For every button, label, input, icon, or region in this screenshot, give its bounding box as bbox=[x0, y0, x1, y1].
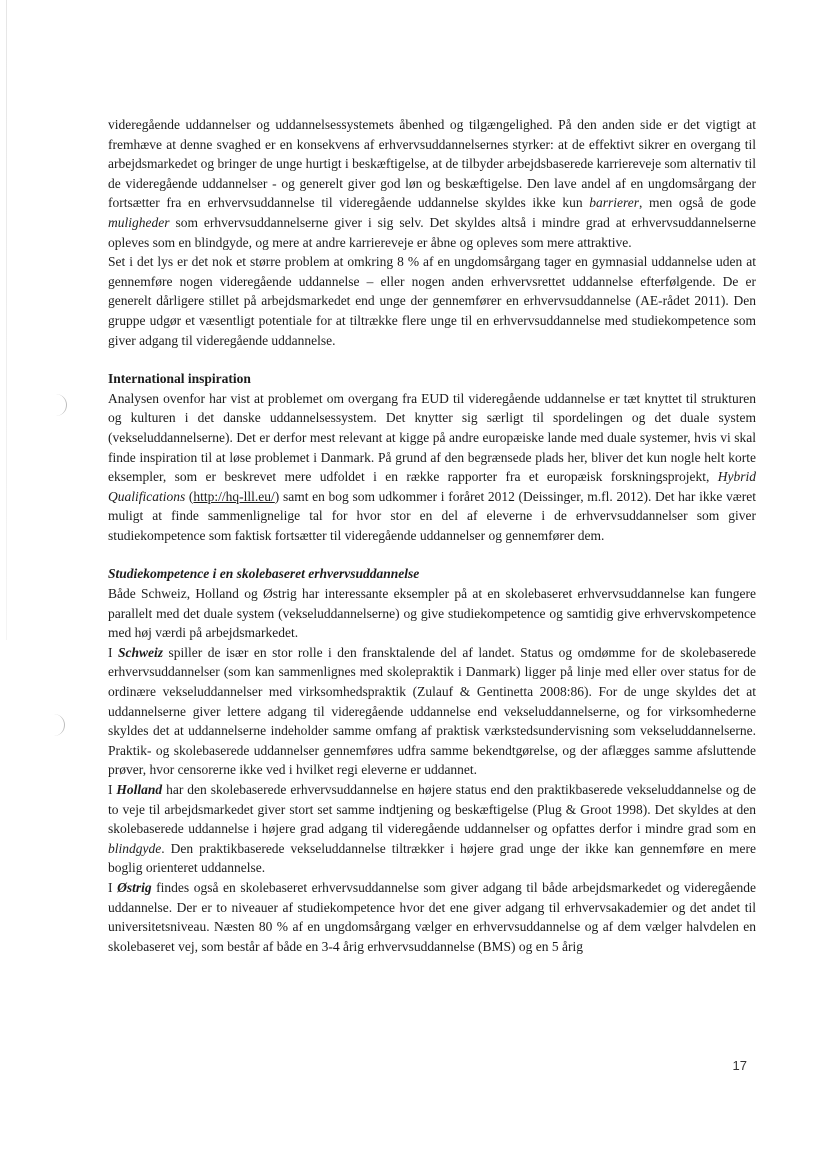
text-run: som erhvervsuddannelserne giver i sig selv. Det skyldes altså i mindre grad at erhvervsuddannelserne opleves som en blindgyde, og mere at andre karriereveje er åbne og opleves som mere attraktive. bbox=[108, 214, 756, 250]
text-run: har den skolebaserede erhvervsuddannelse en højere status end den praktikbaserede vekseluddannelse og de to veje til arbejdsmarkedet giver stort set samme indtjening og beskæftigelse (Plug & Groot 1998). Det skyldes at den skolebaserede uddannelse i højere grad adgang til videregående uddannelser og opfattes derfor i mindre grad som en bbox=[108, 782, 756, 837]
text-run: findes også en skolebaseret erhvervsuddannelse som giver adgang til både arbejdsmarkedet og videregående uddannelse. Der er to niveauer af studiekompetence hvor det ene giver adgang til erhvervsakademier og det andet til universitetsniveau. Næsten 80 % af en ungdomsårgang vælger en erhvervsuddannelse og af dem vælger halvdelen en skolebaseret vej, som består af både en 3-4 årig erhvervsuddannelse (BMS) og en 5 årig bbox=[108, 879, 757, 954]
paragraph bbox=[108, 389, 756, 546]
text-run: I bbox=[108, 879, 118, 895]
emphasis-text: blindgyde bbox=[108, 840, 162, 856]
paragraph: Set i det lys er det nok et større problem at omkring 8 % af en ungdomsårgang tager en gymnasial uddannelse uden at gennemføre nogen videregående uddannelse – eller nogen anden erhvervsrettet uddannelse efterfølgende. De er generelt dårligere stillet på arbejdsmarkedet end unge der gennemfører en erhvervsuddannelse (AE-rådet 2011). Den gruppe udgør et væsentligt potentiale for at tiltrække flere unge til en erhvervsuddannelse med studiekompetence som giver adgang til videregående uddannelse. bbox=[108, 254, 756, 348]
text-run: videregående uddannelser og uddannelsessystemets åbenhed og tilgængelighed. På den anden side er det vigtigt at fremhæve at denne svaghed er en konsekvens af erhvervsuddannelsernes styrker: at de effektivt sikrer en overgang til arbejdsmarkedet og bringer de unge hurtigt i beskæftigelse, at de tilbyder arbejdsbaserede karriereveje som alternativ til de videregående uddannelser - og generelt giver god løn og beskæftigelse. Den lave andel af en ungdomsårgang der fortsætter fra en erhvervsuddannelse til videregående uddannelse skyldes ikke kun bbox=[108, 117, 756, 211]
spacer bbox=[108, 350, 756, 369]
page-number: 17 bbox=[732, 1058, 747, 1073]
document-body bbox=[108, 115, 756, 956]
section-heading: Studiekompetence i en skolebaseret erhvervsuddannelse bbox=[108, 566, 420, 582]
emphasis-text: muligheder bbox=[108, 214, 170, 230]
text-run: ) samt en bog som udkommer i foråret 2012 (Deissinger, m.fl. 2012). Det har ikke været muligt at finde sammenlignelige tal for hvor stor en del af eleverne i de erhvervsuddannelser som giver studiekompetence som faktisk fortsætter til videregående uddannelser og gennemfører dem. bbox=[108, 488, 756, 543]
paragraph bbox=[108, 643, 756, 780]
punch-hole-mark bbox=[54, 714, 65, 736]
project-url-link[interactable]: http://hq-lll.eu/ bbox=[193, 488, 275, 504]
text-run: spiller de især en stor rolle i den fransktalende del af landet. Status og omdømme for de skolebaserede erhvervsuddannelser (som kan sammenlignes med skolepraktik i Danmark) ligger på linje med eller over status for de ordinære vekseluddannelser med virksomhedspraktik (Zulauf & Gentinetta 2008:86). For de unge skyldes det at uddannelserne giver lettere adgang til videregående uddannelse end vekseluddannelserne, og for virksomhederne skyldes det at uddannelserne indeholder samme omfang af praktisk værkstedsundervisning som vekseluddannelserne. Praktik- og skolebaserede uddannelser gennemføres udfra samme bekendtgørelse, og der aflægges samme afsluttende prøver, hvor censorerne ikke ved i hvilket regi eleverne er uddannet. bbox=[108, 644, 757, 778]
text-run: I bbox=[108, 644, 118, 660]
country-name: Schweiz bbox=[117, 644, 163, 660]
paragraph bbox=[108, 115, 756, 252]
emphasis-text: barrierer bbox=[589, 195, 639, 211]
text-run: . Den praktikbaserede vekseluddannelse tiltrækker i højere grad unge der ikke kan gennemføre en mere boglig orienteret uddannelse. bbox=[108, 840, 756, 876]
text-run: , men også de gode bbox=[638, 195, 756, 211]
text-run: ( bbox=[185, 488, 194, 504]
section-heading: International inspiration bbox=[108, 371, 251, 387]
paragraph bbox=[108, 780, 756, 878]
text-run: Analysen ovenfor har vist at problemet om overgang fra EUD til videregående uddannelse er tæt knyttet til strukturen og kulturen i det danske uddannelsessystem. Det knytter sig særligt til spordelingen og det duale system (vekseluddannelserne). Det er derfor mest relevant at kigge på andre europæiske lande med duale systemer, hvis vi skal finde inspiration til at løse problemet i Danmark. På grund af den begrænsede plads her, bliver det kun nogle helt korte eksempler, som er beskrevet mere udfoldet i en række rapporter fra et europæisk forskningsprojekt, bbox=[108, 390, 756, 485]
country-name: Holland bbox=[116, 782, 163, 797]
paragraph: Både Schweiz, Holland og Østrig har interessante eksempler på at en skolebaseret erhvervsuddannelse kan fungere parallelt med det duale system (vekseluddannelserne) og give studiekompetence og samtidig give erhvervskompetence med høj værdi på arbejdsmarkedet. bbox=[108, 586, 756, 641]
paragraph bbox=[108, 878, 756, 956]
punch-hole-mark bbox=[56, 394, 67, 416]
emphasis-text: Hybrid Qualifications bbox=[108, 469, 756, 504]
spacer bbox=[108, 545, 756, 564]
scan-margin-line bbox=[6, 0, 7, 640]
country-name: Østrig bbox=[117, 879, 152, 895]
text-run: I bbox=[108, 782, 117, 797]
